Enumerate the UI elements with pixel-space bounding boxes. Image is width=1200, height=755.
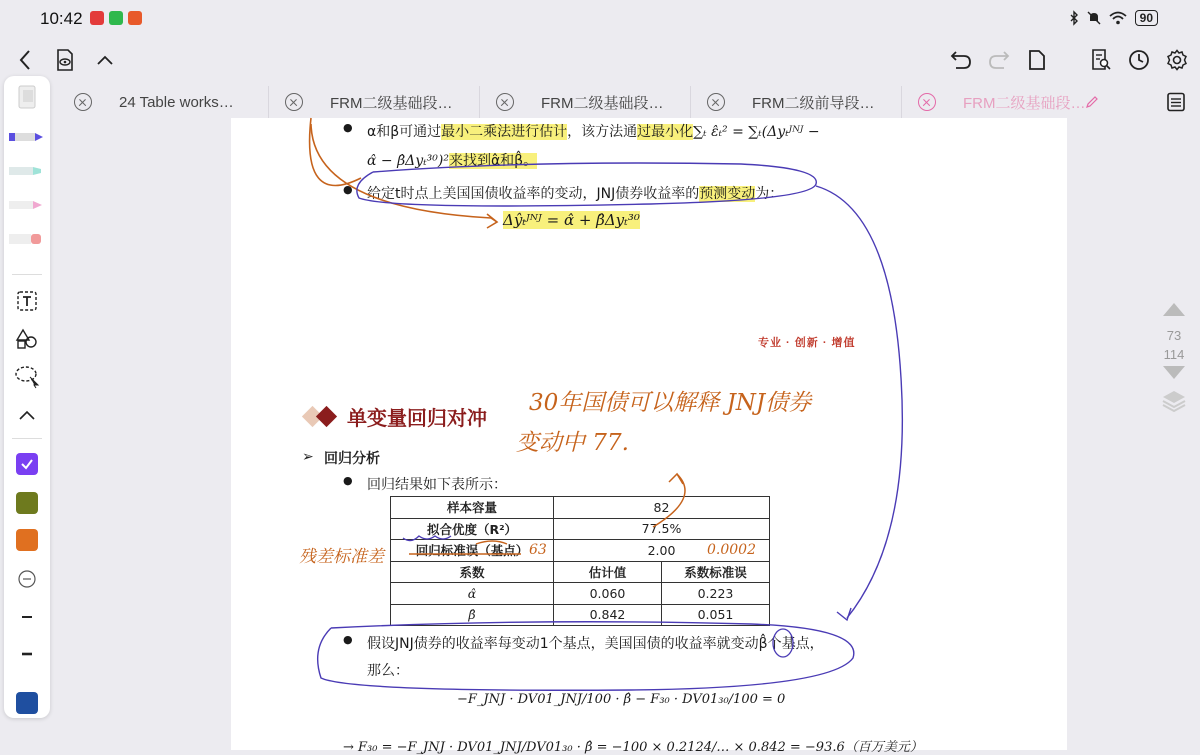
close-tab-icon[interactable] [918, 93, 936, 111]
notification-icons [90, 11, 142, 25]
text-line [367, 150, 537, 170]
color-swatch-purple-selected[interactable] [16, 453, 38, 475]
top-toolbar-left [14, 42, 116, 78]
regression-table [390, 496, 770, 626]
close-tab-icon[interactable] [285, 93, 303, 111]
tab-title: FRM二级基础段… [330, 94, 453, 112]
edit-pencil-icon[interactable] [1085, 95, 1099, 109]
search-document-icon[interactable] [1090, 49, 1112, 71]
color-swatch-orange[interactable] [16, 529, 38, 551]
page-navigator [1158, 300, 1190, 436]
tab-document-2[interactable] [269, 86, 480, 118]
table-header-row [391, 561, 770, 583]
view-mode-icon[interactable] [54, 49, 76, 71]
pen-toolbar [4, 76, 50, 718]
close-tab-icon[interactable] [707, 93, 725, 111]
slogan: 专业 · 创新 · 增值 [758, 337, 856, 349]
table-cell: β̂ [391, 604, 554, 626]
layers-icon[interactable] [1161, 388, 1187, 414]
math-formula: α̂ − β̂Δyₜ³⁰)² [367, 153, 449, 169]
handwritten-note: 变动中 77. [516, 430, 629, 456]
table-intro: ● 回归结果如下表所示： [367, 474, 507, 494]
formula-hedge-result: → F₃₀ = −F_JNJ · DV01_JNJ/DV01₃₀ · β̂ = −100 × 0.2124/… × 0.842 = −93.6（百万美元） [343, 740, 923, 755]
highlighter-icon[interactable] [11, 156, 43, 186]
handwritten-note: 残差标准差 [299, 547, 384, 567]
page-down-icon[interactable] [1161, 364, 1187, 382]
table-cell: 拟合优度（R²） [391, 518, 554, 540]
table-row [391, 583, 770, 605]
page-icon[interactable] [1026, 49, 1048, 71]
back-icon[interactable] [14, 49, 36, 71]
bluetooth-icon [1069, 11, 1079, 25]
tab-title: FRM二级前导段… [752, 94, 875, 112]
app-notification-icon [90, 11, 104, 25]
stroke-thick-icon[interactable] [11, 639, 43, 669]
color-swatch-olive[interactable] [16, 492, 38, 514]
close-tab-icon[interactable] [74, 93, 92, 111]
clock-icon[interactable] [1128, 49, 1150, 71]
tab-title: FRM二级基础段… [541, 94, 664, 112]
status-bar [0, 0, 1200, 38]
handwritten-note: 63 [529, 542, 547, 558]
text-line [367, 121, 820, 141]
wechat-notification-icon [109, 11, 123, 25]
document-tabs [58, 86, 1200, 118]
table-cell: 回归标准误（基点） [391, 540, 554, 562]
system-indicators [1069, 10, 1158, 26]
lasso-icon[interactable] [11, 362, 43, 392]
table-cell: 82 [554, 497, 770, 519]
highlighted-text: 来找到α̂和β̂。 [448, 153, 538, 169]
ink-annotations [231, 118, 1067, 750]
table-cell: α̂ [391, 583, 554, 605]
highlighted-text: 最小二乘法进行估计 [441, 124, 568, 140]
table-row [391, 604, 770, 626]
divider [12, 438, 42, 439]
mute-bell-icon [1087, 11, 1101, 25]
gear-icon[interactable] [1166, 49, 1188, 71]
tab-title: FRM二级基础段… [963, 94, 1086, 112]
formula-hedge-condition: −F_JNJ · DV01_JNJ/100 · β̂ − F₃₀ · DV01₃₀/100 = 0 [457, 692, 786, 707]
section-title-text: 单变量回归对冲 [347, 408, 487, 430]
handwritten-note: 0.0002 [707, 542, 756, 558]
collapse-icon[interactable] [11, 400, 43, 430]
table-row [391, 518, 770, 540]
highlighted-text: 过最小化 [637, 124, 694, 140]
close-tab-icon[interactable] [496, 93, 514, 111]
text: ，该方法通 [567, 124, 638, 140]
formula-prediction: Δŷₜᴶᴺᴶ = α̂ + β̂Δyₜ³⁰ [503, 211, 640, 229]
text: α和β可通过 [367, 124, 442, 140]
table-cell: 0.060 [554, 583, 662, 605]
color-swatch-blue[interactable] [16, 692, 38, 714]
text-tool-icon[interactable] [11, 286, 43, 316]
table-cell: 77.5% [554, 518, 770, 540]
page-up-icon[interactable] [1161, 300, 1187, 318]
app-notification-icon [128, 11, 142, 25]
fountain-pen-icon[interactable] [11, 122, 43, 152]
battery-indicator: 90 [1135, 10, 1158, 26]
section-title [303, 402, 487, 431]
collapse-toolbar-icon[interactable] [94, 49, 116, 71]
stroke-medium-icon[interactable] [11, 602, 43, 632]
table-row [391, 497, 770, 519]
table-cell: 0.223 [662, 583, 770, 605]
text: 为： [755, 186, 784, 202]
math-formula: ∑ₜ ε̂ₜ² = ∑ₜ(Δyₜᴶᴺᴶ − [693, 124, 820, 140]
eraser-icon[interactable] [11, 224, 43, 254]
text-line [367, 183, 783, 203]
tab-title: 24 Table works… [119, 93, 234, 111]
divider [12, 274, 42, 275]
pen-icon[interactable] [11, 82, 43, 112]
table-cell: 样本容量 [391, 497, 554, 519]
text-line: ● 假设JNJ债券的收益率每变动1个基点，美国国债的收益率就变动β̂个基点， [367, 633, 824, 653]
table-header: 系数标准误 [662, 561, 770, 583]
tab-document-1[interactable] [58, 86, 269, 118]
table-header: 系数 [391, 561, 554, 583]
check-icon [20, 458, 34, 470]
diamond-bullet-icon [303, 405, 339, 429]
stroke-thin-icon[interactable] [11, 564, 43, 594]
handwritten-note: 30年国债可以解释 JNJ债券 [529, 390, 812, 416]
wifi-icon [1109, 11, 1127, 25]
subsection-title: ➢ 回归分析 [324, 448, 380, 468]
table-cell: 0.051 [662, 604, 770, 626]
text: 给定t时点上美国国债收益率的变动，JNJ债券收益率的 [367, 186, 700, 202]
highlighted-text: 预测变动 [699, 186, 756, 202]
tab-list-icon[interactable] [1166, 92, 1186, 112]
tab-document-4[interactable] [691, 86, 902, 118]
current-page-number: 73 [1166, 328, 1182, 343]
pink-marker-icon[interactable] [11, 190, 43, 220]
shapes-icon[interactable] [11, 324, 43, 354]
top-toolbar-right [950, 42, 1188, 78]
table-cell: 0.842 [554, 604, 662, 626]
total-page-count: 114 [1163, 347, 1185, 362]
redo-icon[interactable] [988, 49, 1010, 71]
text-line: 那么： [367, 663, 409, 679]
table-header: 估计值 [554, 561, 662, 583]
document-page[interactable] [231, 118, 1067, 755]
tab-document-5-active[interactable] [902, 86, 1087, 118]
undo-icon[interactable] [950, 49, 972, 71]
tab-document-3[interactable] [480, 86, 691, 118]
status-time: 10:42 [40, 9, 83, 28]
table-cell: 2.00 [554, 540, 770, 562]
